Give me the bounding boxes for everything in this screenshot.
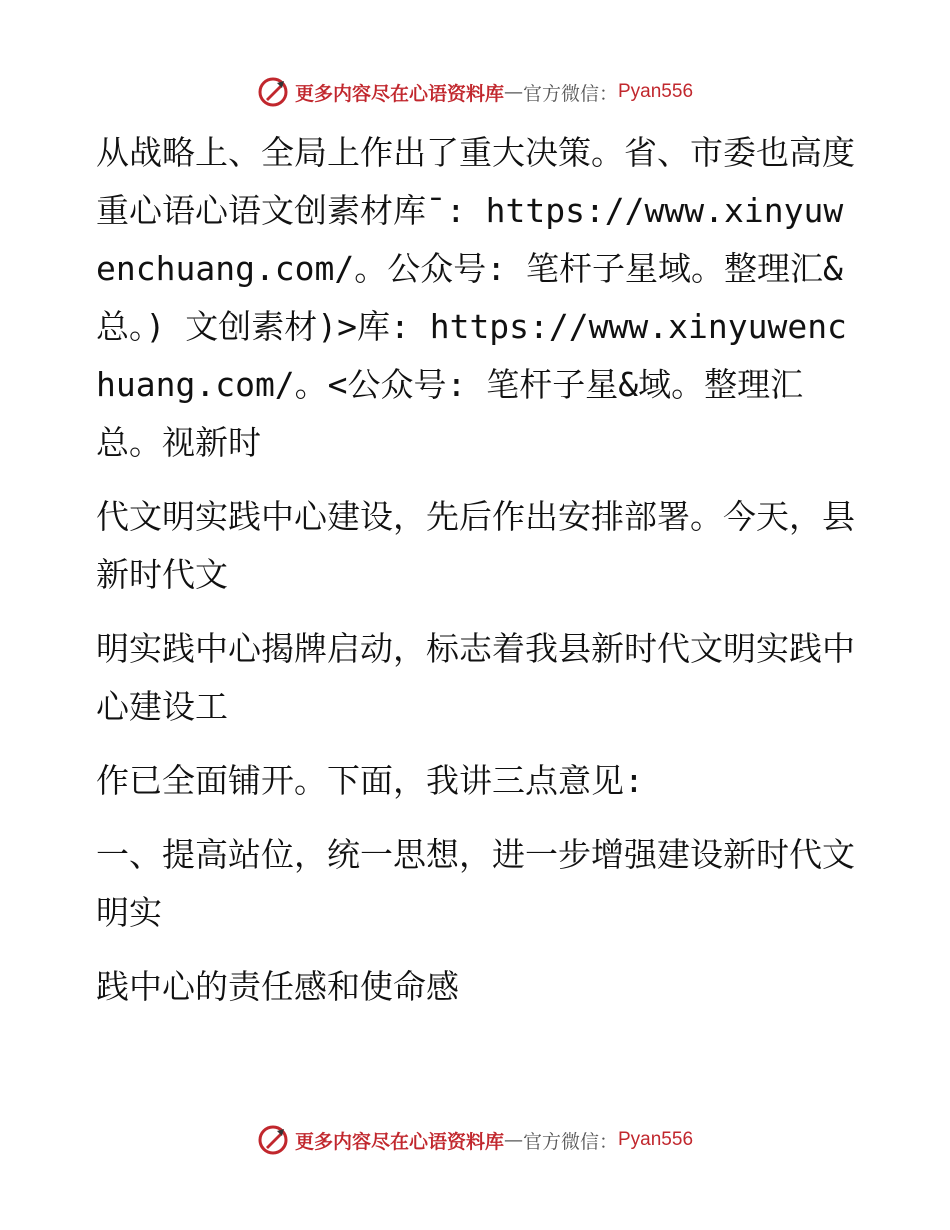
footer-watermark: [0, 1120, 950, 1160]
footer-wechat-handle: Pyan556: [618, 1129, 694, 1150]
footer-separator: —: [503, 1129, 523, 1151]
document-body: [96, 124, 856, 1032]
quill-logo-icon: [257, 76, 289, 108]
paragraph: 践中心的责任感和使命感: [96, 967, 459, 1006]
quill-logo-icon: [257, 1124, 289, 1156]
paragraph: 代文明实践中心建设，先后作出安排部署。今天，县新时代文: [96, 497, 855, 594]
footer-site-name: 更多内容尽在心语资料库: [294, 1130, 504, 1153]
header-separator: —: [503, 81, 523, 103]
paragraph: 作已全面铺开。下面，我讲三点意见:: [96, 761, 644, 800]
paragraph: 一、提高站位，统一思想，进一步增强建设新时代文明实: [96, 835, 855, 932]
header-wechat-label: 官方微信：: [522, 82, 618, 105]
footer-wechat-label: 官方微信：: [522, 1130, 618, 1153]
header-wechat-handle: Pyan556: [618, 81, 694, 102]
paragraph: 明实践中心揭牌启动，标志着我县新时代文明实践中心建设工: [96, 629, 855, 726]
header-watermark: [0, 72, 950, 112]
header-site-name: 更多内容尽在心语资料库: [294, 82, 504, 105]
paragraph: 从战略上、全局上作出了重大决策。省、市委也高度重心语心语文创素材库¯: https://www.xinyuwenchuang.com/。公众号: 笔杆子星域。整理汇&总。) 文创素材)>库: https://www.xinyuwenchuang.com/。<公众号: 笔杆子星&域。整理汇总。视新时: [96, 133, 855, 462]
